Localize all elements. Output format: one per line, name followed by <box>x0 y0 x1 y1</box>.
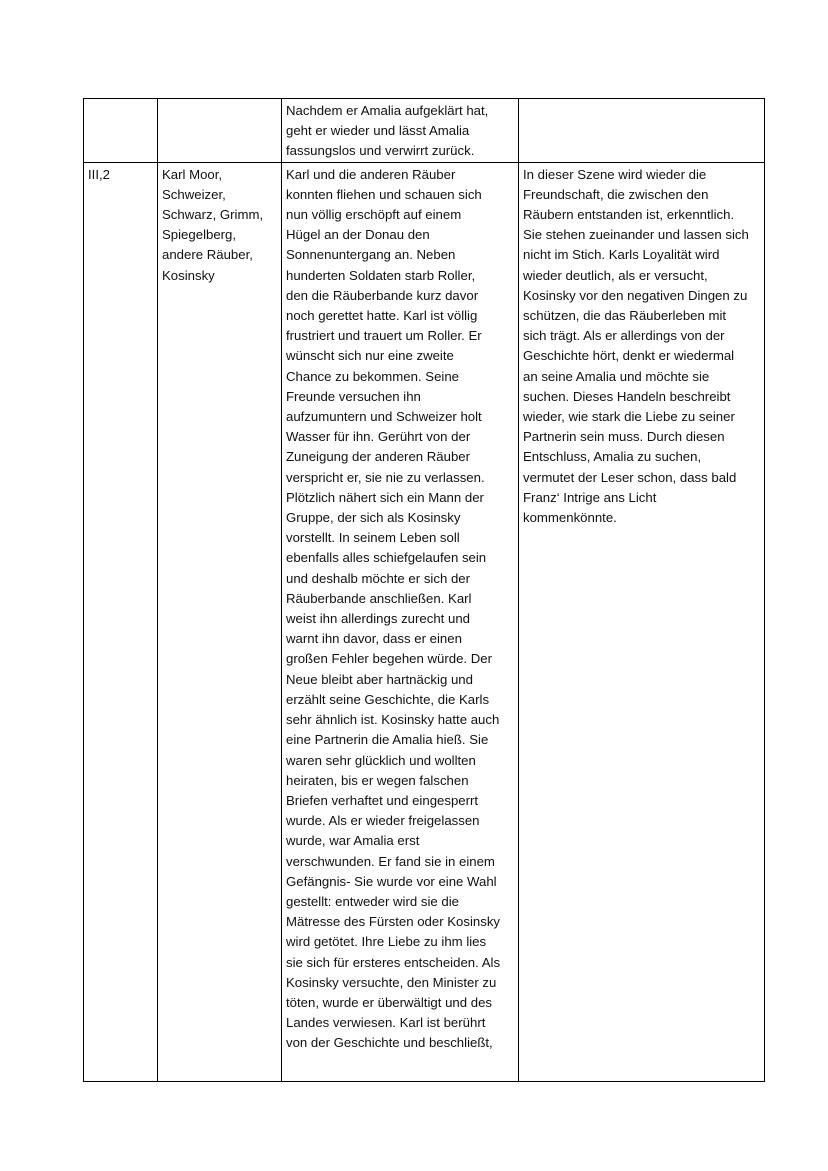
summary-line: Gefängnis- Sie wurde vor eine Wahl <box>286 873 497 889</box>
summary-line: erzählt seine Geschichte, die Karls <box>286 691 490 707</box>
summary-line: hunderten Soldaten starb Roller, <box>286 267 476 283</box>
summary-line: Briefen verhaftet und eingesperrt <box>286 792 479 808</box>
table-row <box>84 99 765 163</box>
summary-line: waren sehr glücklich und wollten <box>286 752 476 768</box>
scene-cell <box>84 162 158 1081</box>
interpretation-line: sich trägt. Als er allerdings von der <box>523 328 725 344</box>
interpretation-line: Entschluss, Amalia zu suchen, <box>523 449 702 465</box>
scene-table <box>83 98 765 1082</box>
summary-line: wird getötet. Ihre Liebe zu ihm lies <box>286 934 487 950</box>
summary-line: weist ihn allerdings zurecht und <box>286 611 470 627</box>
characters-cell <box>158 162 282 1081</box>
interpretation-line: Partnerin sein muss. Durch diesen <box>523 429 725 445</box>
summary-text <box>286 101 514 162</box>
summary-line: Gruppe, der sich als Kosinsky <box>286 510 461 526</box>
interpretation-line: Geschichte hört, denkt er wiedermal <box>523 348 735 364</box>
summary-line: wünscht sich nur eine zweite <box>286 348 454 364</box>
character-line: Schwarz, Grimm, <box>162 207 264 223</box>
summary-line: Landes verwiesen. Karl ist berührt <box>286 1015 486 1031</box>
summary-line: warnt ihn davor, dass er einen <box>286 631 462 647</box>
interpretation-line: In dieser Szene wird wieder die <box>523 166 707 182</box>
summary-line: nun völlig erschöpft auf einem <box>286 207 462 223</box>
summary-line: Zuneigung der anderen Räuber <box>286 449 471 465</box>
summary-line: gestellt: entweder wird sie die <box>286 893 459 909</box>
interpretation-cell <box>519 162 765 1081</box>
summary-line: wurde, war Amalia erst <box>286 833 420 849</box>
summary-line: von der Geschichte und beschließt, <box>286 1035 493 1051</box>
interpretation-line: kommenkönnte. <box>523 510 617 526</box>
summary-line: Freunde versuchen ihn <box>286 388 421 404</box>
interpretation-line: vermutet der Leser schon, dass bald <box>523 469 737 485</box>
interpretation-line: wieder deutlich, als er versucht, <box>523 267 708 283</box>
interpretation-line: Freundschaft, die zwischen den <box>523 186 709 202</box>
summary-line: verschwunden. Er fand sie in einem <box>286 853 495 869</box>
summary-line: Sonnenuntergang an. Neben <box>286 247 456 263</box>
summary-line: Karl und die anderen Räuber <box>286 166 456 182</box>
summary-line: geht er wieder und lässt Amalia <box>286 123 470 139</box>
summary-line: töten, wurde er überwältigt und des <box>286 994 492 1010</box>
summary-line: wurde. Als er wieder freigelassen <box>286 813 480 829</box>
character-line: Karl Moor, <box>162 166 223 182</box>
interpretation-line: wieder, wie stark die Liebe zu seiner <box>523 409 735 425</box>
summary-line: großen Fehler begehen würde. Der <box>286 651 492 667</box>
interpretation-line: nicht im Stich. Karls Loyalität wird <box>523 247 720 263</box>
character-line: Schweizer, <box>162 186 226 202</box>
summary-line: Neue bleibt aber hartnäckig und <box>286 671 473 687</box>
summary-line: eine Partnerin die Amalia hieß. Sie <box>286 732 489 748</box>
summary-text <box>286 165 514 1054</box>
summary-line: verspricht er, sie nie zu verlassen. <box>286 469 485 485</box>
character-line: Kosinsky <box>162 267 215 283</box>
summary-line: Chance zu bekommen. Seine <box>286 368 460 384</box>
summary-line: sehr ähnlich ist. Kosinsky hatte auch <box>286 712 500 728</box>
summary-line: Plötzlich nähert sich ein Mann der <box>286 489 484 505</box>
interpretation-text <box>523 165 760 529</box>
summary-line: aufzumuntern und Schweizer holt <box>286 409 482 425</box>
summary-line: heiraten, bis er wegen falschen <box>286 772 469 788</box>
table-row <box>84 162 765 1081</box>
summary-line: ebenfalls alles schiefgelaufen sein <box>286 550 487 566</box>
summary-line: Kosinsky versuchte, den Minister zu <box>286 974 497 990</box>
summary-line: konnten fliehen und schauen sich <box>286 186 482 202</box>
summary-line: Mätresse des Fürsten oder Kosinsky <box>286 914 501 930</box>
interpretation-line: Kosinsky vor den negativen Dingen zu <box>523 287 748 303</box>
summary-line: den die Räuberbande kurz davor <box>286 287 479 303</box>
summary-line: und deshalb möchte er sich der <box>286 570 471 586</box>
interpretation-line: Räubern entstanden ist, erkenntlich. <box>523 207 735 223</box>
summary-cell <box>282 162 519 1081</box>
character-line: Spiegelberg, <box>162 227 237 243</box>
summary-line: vorstellt. In seinem Leben soll <box>286 530 460 546</box>
summary-line: Wasser für ihn. Gerührt von der <box>286 429 471 445</box>
interpretation-line: Sie stehen zueinander und lassen sich <box>523 227 749 243</box>
scene-number: III,2 <box>88 166 110 182</box>
summary-line: frustriert und trauert um Roller. Er <box>286 328 482 344</box>
summary-line: sie sich für ersteres entscheiden. Als <box>286 954 501 970</box>
characters-cell <box>158 99 282 163</box>
summary-line: noch gerettet hatte. Karl ist völlig <box>286 308 478 324</box>
interpretation-line: Franz‘ Intrige ans Licht <box>523 489 657 505</box>
summary-line: fassungslos und verwirrt zurück. <box>286 143 475 159</box>
summary-cell <box>282 99 519 163</box>
character-line: andere Räuber, <box>162 247 253 263</box>
summary-line: Nachdem er Amalia aufgeklärt hat, <box>286 103 489 118</box>
interpretation-line: suchen. Dieses Handeln beschreibt <box>523 388 731 404</box>
interpretation-cell <box>519 99 765 163</box>
summary-line: Hügel an der Donau den <box>286 227 430 243</box>
character-text <box>162 165 277 286</box>
scene-cell <box>84 99 158 163</box>
interpretation-line: schützen, die das Räuberleben mit <box>523 308 727 324</box>
summary-line: Räuberbande anschließen. Karl <box>286 590 472 606</box>
interpretation-line: an seine Amalia und möchte sie <box>523 368 710 384</box>
